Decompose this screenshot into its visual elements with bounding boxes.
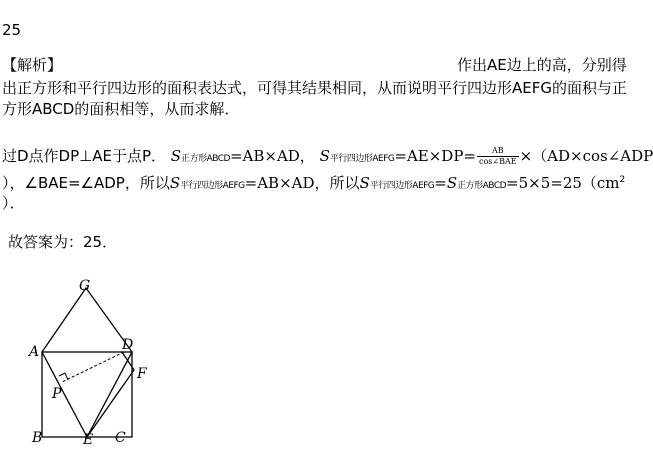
equation-3: =AB×AD，所以: [244, 174, 360, 192]
area-symbol-1: S: [170, 147, 182, 165]
unit-exponent: 2: [619, 175, 626, 185]
area-symbol-4: S: [359, 174, 370, 192]
area-subscript-4: 平行四边形AEFG: [369, 181, 435, 191]
area-symbol-2: S: [319, 147, 330, 165]
label-c: C: [115, 430, 126, 446]
analysis-heading: 【解析】: [2, 56, 63, 74]
area-subscript-3: 平行四边形AEFG: [180, 181, 245, 191]
fraction-numerator: AB: [477, 146, 519, 157]
solution-line-2: [2, 170, 625, 196]
solution-construction: 过D点作DP⊥AE于点P．: [2, 147, 166, 165]
final-answer: 故答案为：25．: [8, 233, 118, 251]
solution-line-1: [2, 146, 653, 169]
segment-e-f: [87, 370, 134, 437]
label-d: D: [122, 337, 134, 353]
answer-number: 25: [2, 21, 22, 39]
altitude-dp: [62, 352, 124, 382]
solution-line-3: ）．: [2, 194, 25, 212]
parallelogram-aefg: [42, 288, 132, 437]
area-subscript-2: 平行四边形AEFG: [329, 154, 395, 164]
area-symbol-5: S: [446, 174, 458, 192]
analysis-line-2: 出正方形和平行四边形的面积表达式，可得其结果相同，从而说明平行四边形AEFG的面积与正: [2, 79, 627, 97]
analysis-line-3: 方形ABCD的面积相等，从而求解．: [2, 100, 240, 118]
label-a: A: [29, 344, 40, 360]
equation-5: =5×5=25（cm: [506, 174, 620, 192]
equation-2: =AE×DP=: [394, 147, 476, 165]
label-p: P: [52, 386, 62, 402]
area-subscript-1: 正方形ABCD: [181, 154, 230, 164]
right-angle-marker: [59, 373, 68, 380]
label-b: B: [32, 430, 43, 446]
solution-angle-relation: ），∠BAE=∠ADP，所以: [2, 174, 170, 192]
area-symbol-3: S: [169, 174, 181, 192]
label-e: E: [83, 432, 94, 448]
fraction: [477, 146, 519, 167]
label-g: G: [79, 278, 91, 294]
equation-4: =: [434, 174, 447, 192]
geometry-figure: [0, 270, 200, 472]
area-subscript-5: 正方形ABCD: [457, 181, 507, 191]
fraction-denominator: cos∠BAE: [478, 157, 517, 166]
equation-1: =AB×AD，: [229, 147, 315, 165]
analysis-line-1: 作出AE边上的高，分别得: [457, 56, 627, 74]
label-f: F: [137, 366, 147, 382]
equation-2-tail: ×（AD×cos∠ADP: [519, 147, 653, 165]
